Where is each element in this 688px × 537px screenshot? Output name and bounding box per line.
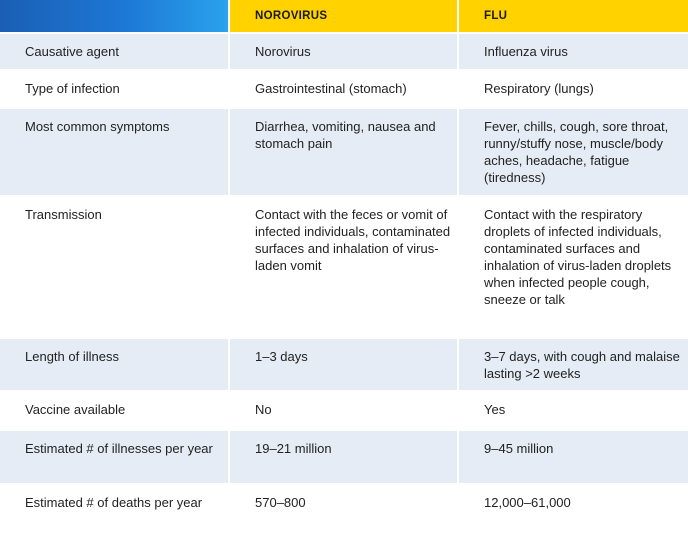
header-blank-cell [0,0,228,32]
norovirus-cell: No [230,390,457,429]
row-label: Estimated # of deaths per year [0,483,228,537]
flu-cell: Influenza virus [459,32,688,69]
row-label: Vaccine available [0,390,228,429]
row-label: Transmission [0,195,228,337]
row-label: Causative agent [0,32,228,69]
norovirus-cell: 19–21 million [230,429,457,483]
norovirus-cell: Diarrhea, vomiting, nausea and stomach pain [230,107,457,195]
norovirus-cell: Gastrointestinal (stomach) [230,69,457,107]
flu-cell: 12,000–61,000 [459,483,688,537]
header-flu: FLU [459,0,688,32]
row-label: Type of infection [0,69,228,107]
row-label: Most common symptoms [0,107,228,195]
norovirus-cell: 1–3 days [230,337,457,390]
flu-cell: Contact with the respiratory droplets of infected individuals, contaminated surfaces and inhalation of virus-laden droplets when infected people cough, sneeze or talk [459,195,688,337]
flu-cell: Yes [459,390,688,429]
norovirus-cell: Norovirus [230,32,457,69]
flu-cell: 3–7 days, with cough and malaise lasting >2 weeks [459,337,688,390]
flu-cell: Fever, chills, cough, sore throat, runny/stuffy nose, muscle/body aches, headache, fatigue (tiredness) [459,107,688,195]
flu-cell: 9–45 million [459,429,688,483]
norovirus-cell: Contact with the feces or vomit of infected individuals, contaminated surfaces and inhalation of virus-laden vomit [230,195,457,337]
row-label: Length of illness [0,337,228,390]
row-label: Estimated # of illnesses per year [0,429,228,483]
flu-cell: Respiratory (lungs) [459,69,688,107]
norovirus-cell: 570–800 [230,483,457,537]
header-norovirus: NOROVIRUS [230,0,457,32]
